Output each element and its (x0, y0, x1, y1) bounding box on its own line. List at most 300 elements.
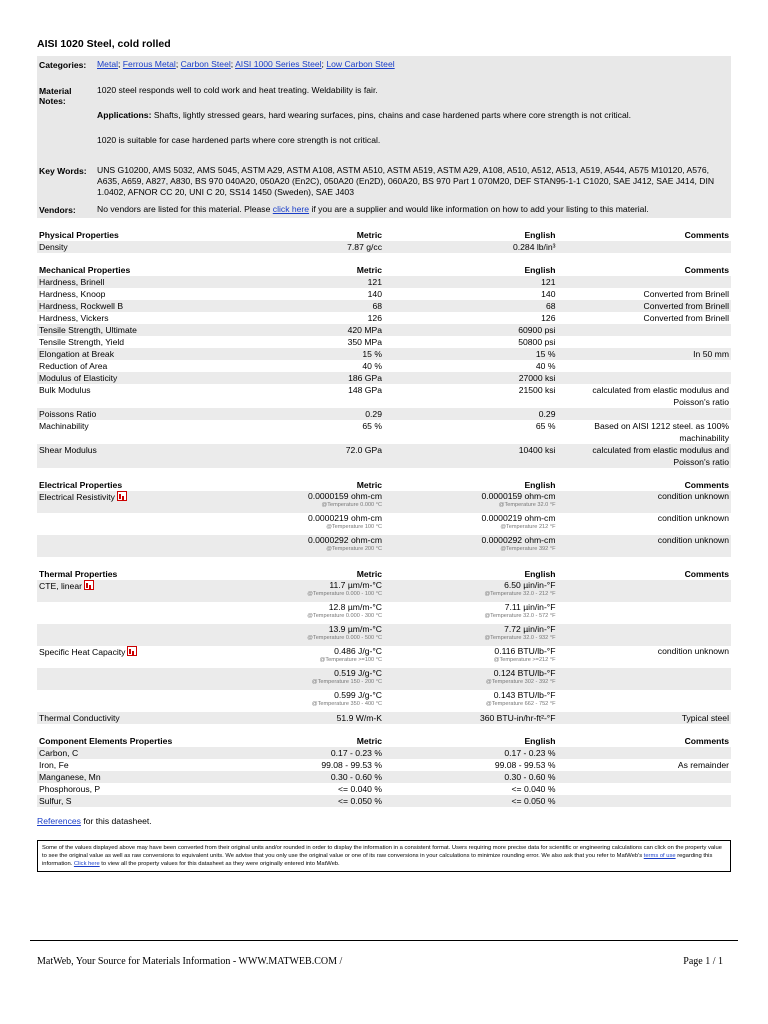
english-condition: @Temperature 32.0 °F (498, 502, 556, 508)
english-value-cell[interactable] (384, 444, 558, 468)
english-value-cell[interactable] (384, 624, 558, 646)
comment-cell: Typical steel (558, 712, 732, 724)
metric-value: 7.87 g/cc (347, 242, 382, 252)
metric-value: 0.0000159 ohm-cm (307, 491, 382, 501)
applications-label: Applications: (97, 110, 152, 120)
separator: ; (175, 59, 181, 69)
metric-condition: @Temperature 350 - 400 °C (311, 701, 382, 707)
category-link[interactable]: Carbon Steel (180, 59, 231, 69)
english-value: 6.50 µin/in-°F (504, 580, 556, 590)
english-value: 126 (541, 313, 556, 323)
comment-cell: condition unknown (558, 513, 732, 535)
property-name-cell (37, 712, 211, 724)
english-value: 0.143 BTU/lb-°F (493, 690, 556, 700)
disclaimer-text: to view all the property values for this datasheet as they were originally entered into MatWeb. (99, 861, 340, 867)
spacer-cell (37, 724, 731, 734)
metric-value-cell[interactable] (211, 513, 385, 535)
property-name: Hardness, Knoop (39, 289, 106, 299)
comment-cell: calculated from elastic modulus and Poisson's ratio (558, 444, 732, 468)
metric-value: 0.599 J/g-°C (334, 690, 382, 700)
vendors-post: if you are a supplier and would like information on how to add your listing to this material. (309, 204, 649, 214)
metric-value-cell[interactable] (211, 602, 385, 624)
comments-header: Comments (684, 736, 729, 746)
terms-of-use-link[interactable]: terms of use (643, 853, 676, 859)
metric-value-cell[interactable] (211, 771, 385, 783)
spacer-cell (37, 218, 731, 228)
metric-value-cell[interactable] (211, 795, 385, 807)
property-row (37, 491, 731, 513)
metric-value: 72.0 GPa (345, 445, 382, 455)
english-value-cell[interactable] (384, 241, 558, 253)
english-value-cell[interactable] (384, 771, 558, 783)
english-value-cell[interactable] (384, 348, 558, 360)
property-name: Manganese, Mn (39, 772, 101, 782)
property-name-cell (37, 513, 211, 535)
english-value: 99.08 - 99.53 % (494, 760, 556, 770)
property-row (37, 360, 731, 372)
english-value-cell[interactable] (384, 580, 558, 602)
property-name-cell (37, 241, 211, 253)
property-name-cell (37, 771, 211, 783)
english-condition: @Temperature 662 - 752 °F (486, 701, 556, 707)
property-name: Phosphorous, P (39, 784, 101, 794)
property-name-cell (37, 384, 211, 408)
section-spacer (37, 724, 731, 734)
english-value: 50800 psi (518, 337, 556, 347)
vendors-label: Vendors: (39, 205, 76, 215)
metric-value: 0.0000219 ohm-cm (307, 513, 382, 523)
references-link[interactable]: References (37, 816, 81, 826)
property-name: Sulfur, S (39, 796, 72, 806)
property-row (37, 288, 731, 300)
english-value-cell[interactable] (384, 690, 558, 712)
property-name-cell (37, 795, 211, 807)
property-row (37, 384, 731, 408)
english-value-cell[interactable] (384, 420, 558, 444)
english-value-cell[interactable] (384, 324, 558, 336)
metric-value-cell[interactable] (211, 420, 385, 444)
metric-header: Metric (356, 230, 382, 240)
comment-cell (558, 241, 732, 253)
property-name-cell (37, 624, 211, 646)
disclaimer-box (37, 840, 731, 872)
graph-icon[interactable] (117, 491, 127, 501)
section-spacer (37, 468, 731, 478)
metric-value: 12.8 µm/m-°C (328, 602, 382, 612)
english-value: 0.0000159 ohm-cm (481, 491, 556, 501)
english-value: 15 % (535, 349, 556, 359)
property-name-cell (37, 646, 211, 668)
english-value-cell[interactable] (384, 602, 558, 624)
property-name-cell (37, 580, 211, 602)
property-row (37, 276, 731, 288)
category-link[interactable]: Ferrous Metal (122, 59, 176, 69)
property-name: Modulus of Elasticity (39, 373, 118, 383)
english-condition: @Temperature >=212 °F (493, 657, 556, 663)
property-row (37, 771, 731, 783)
metric-value: <= 0.050 % (338, 796, 382, 806)
comment-cell (558, 668, 732, 690)
categories-label: Categories: (39, 60, 87, 70)
metric-value: 121 (367, 277, 382, 287)
english-value-cell[interactable] (384, 300, 558, 312)
comment-cell (558, 783, 732, 795)
categories-row (37, 56, 731, 73)
english-value-cell[interactable] (384, 513, 558, 535)
metric-value: 15 % (362, 349, 382, 359)
datasheet (37, 38, 731, 872)
metric-value-cell[interactable] (211, 712, 385, 724)
metric-value-cell[interactable] (211, 324, 385, 336)
property-name-cell (37, 668, 211, 690)
property-row (37, 408, 731, 420)
metric-value: 0.519 J/g-°C (334, 668, 382, 678)
metric-condition: @Temperature 0.000 - 500 °C (307, 635, 382, 641)
property-row (37, 602, 731, 624)
english-value-cell[interactable] (384, 783, 558, 795)
metric-value-cell[interactable] (211, 360, 385, 372)
english-header: English (524, 569, 556, 579)
comments-header: Comments (684, 230, 729, 240)
english-header: English (524, 230, 556, 240)
metric-value: 0.17 - 0.23 % (330, 748, 382, 758)
metric-value: 148 GPa (348, 385, 382, 395)
section-title: Electrical Properties (39, 480, 123, 490)
property-name: Shear Modulus (39, 445, 97, 455)
english-value: 0.0000219 ohm-cm (481, 513, 556, 523)
property-name-cell (37, 276, 211, 288)
english-value: 68 (545, 301, 556, 311)
english-value-cell[interactable] (384, 312, 558, 324)
category-link[interactable]: Metal (97, 59, 119, 69)
applications-text: Shafts, lightly stressed gears, hard wearing surfaces, pins, chains and case hardened parts where core strength is not critical. (151, 110, 632, 120)
metric-value: 11.7 µm/m-°C (329, 580, 382, 590)
metric-value-cell[interactable] (211, 336, 385, 348)
section-header-row (37, 567, 731, 580)
property-name-cell (37, 408, 211, 420)
disclaimer-text: Some of the values displayed above may have been converted from their original units and/or rounded in order to display the information in a consistent format. Users requiring more precise data for scientific or engineering calculations can click on the property value to see the original value as well as raw conversions to equivalent units. We advise that you only use the original value or one of its raw conversions in your calculations to minimize rounding error. We also ask that you refer to MatWeb's (42, 845, 722, 859)
english-value-cell[interactable] (384, 360, 558, 372)
english-value: 0.30 - 0.60 % (504, 772, 556, 782)
notes-row (37, 73, 731, 155)
english-value: 7.11 µin/in-°F (504, 602, 556, 612)
property-name: Elongation at Break (39, 349, 115, 359)
property-row (37, 747, 731, 759)
graph-icon[interactable] (127, 646, 137, 656)
english-condition: @Temperature 32.0 - 212 °F (484, 591, 556, 597)
metric-condition: @Temperature 100 °C (326, 524, 382, 530)
separator: ; (230, 59, 236, 69)
category-link[interactable]: Low Carbon Steel (326, 59, 395, 69)
comment-cell (558, 580, 732, 602)
property-name-cell (37, 420, 211, 444)
comment-cell (558, 336, 732, 348)
comment-cell (558, 324, 732, 336)
english-value: 10400 ksi (518, 445, 556, 455)
metric-header: Metric (356, 569, 382, 579)
property-name: Carbon, C (39, 748, 79, 758)
property-name: Reduction of Area (39, 361, 108, 371)
comment-cell: In 50 mm (558, 348, 732, 360)
category-link[interactable]: AISI 1000 Series Steel (235, 59, 322, 69)
metric-value-cell[interactable] (211, 668, 385, 690)
metric-value: 0.0000292 ohm-cm (307, 535, 382, 545)
english-value-cell[interactable] (384, 384, 558, 408)
metric-value-cell[interactable] (211, 348, 385, 360)
english-value-cell[interactable] (384, 372, 558, 384)
metric-value: 420 MPa (347, 325, 382, 335)
english-value: 65 % (535, 421, 556, 431)
property-name: Hardness, Brinell (39, 277, 105, 287)
disclaimer-click-here-link[interactable]: Click here (73, 861, 100, 867)
property-row (37, 300, 731, 312)
property-name: Specific Heat Capacity (39, 647, 126, 657)
notes-label: Material Notes: (39, 86, 72, 106)
property-name: CTE, linear (39, 581, 82, 591)
english-value-cell[interactable] (384, 535, 558, 557)
property-name-cell (37, 360, 211, 372)
spacer-cell (37, 468, 731, 478)
comment-cell (558, 795, 732, 807)
english-value: 0.0000292 ohm-cm (481, 535, 556, 545)
page-title: AISI 1020 Steel, cold rolled (37, 38, 171, 50)
property-row (37, 241, 731, 253)
english-value-cell[interactable] (384, 747, 558, 759)
metric-value-cell[interactable] (211, 783, 385, 795)
property-name-cell (37, 324, 211, 336)
metric-condition: @Temperature >=100 °C (319, 657, 382, 663)
vendors-pre: No vendors are listed for this material. Please (97, 204, 273, 214)
section-title: Component Elements Properties (39, 736, 173, 746)
metric-value: 126 (367, 313, 382, 323)
keywords-label: Key Words: (39, 166, 87, 176)
metric-value: 13.9 µm/m-°C (328, 624, 382, 634)
english-value: 60900 psi (518, 325, 556, 335)
english-value: <= 0.040 % (511, 784, 556, 794)
properties-table (37, 218, 731, 807)
metric-value: 350 MPa (347, 337, 382, 347)
comment-cell: Based on AISI 1212 steel. as 100% machinability (558, 420, 732, 444)
english-condition: @Temperature 32.0 - 932 °F (484, 635, 556, 641)
property-name-cell (37, 288, 211, 300)
keywords-text: UNS G10200, AMS 5032, AMS 5045, ASTM A29, ASTM A108, ASTM A510, ASTM A519, ASTM A29, A108, A510, A512, A513, A519, A544, A575 M10120, A576, A635, A659, A827, A830, BS 970 040A20, 050A20 (En2C), 050A20 (En2D), 060A20, BS 970 Part 1 070M20, DEF STAN95-1-1 C1020, SAE J412, SAE J414, DIN 1.0402, AFNOR CC 20, UNI C 20, SS14 1450 (Sweden), SAE J403 (97, 165, 715, 197)
metric-condition: @Temperature 0.000 - 300 °C (307, 613, 382, 619)
english-value: 121 (541, 277, 556, 287)
english-condition: @Temperature 212 °F (500, 524, 556, 530)
comment-cell: condition unknown (558, 646, 732, 668)
property-name: Bulk Modulus (39, 385, 91, 395)
property-row (37, 324, 731, 336)
section-header-row (37, 263, 731, 276)
footer-source: MatWeb, Your Source for Materials Information - WWW.MATWEB.COM / (37, 956, 343, 967)
english-value: 0.29 (538, 409, 556, 419)
metric-value-cell[interactable] (211, 384, 385, 408)
comment-cell (558, 690, 732, 712)
notes-text (97, 85, 731, 152)
applications-paragraph (97, 110, 727, 121)
metric-value-cell[interactable] (211, 288, 385, 300)
notes-paragraph: 1020 is suitable for case hardened parts where core strength is not critical. (97, 135, 381, 145)
property-row (37, 312, 731, 324)
section-header-row (37, 734, 731, 747)
property-name-cell (37, 300, 211, 312)
property-row (37, 580, 731, 602)
english-value-cell[interactable] (384, 759, 558, 771)
metric-header: Metric (356, 736, 382, 746)
footer-divider (30, 940, 738, 941)
english-value: <= 0.050 % (511, 796, 556, 806)
english-value: 360 BTU-in/hr-ft²-°F (479, 713, 556, 723)
comments-header: Comments (684, 480, 729, 490)
section-header-row (37, 478, 731, 491)
vendors-text (97, 204, 731, 215)
english-value-cell[interactable] (384, 276, 558, 288)
property-row (37, 348, 731, 360)
spacer-cell (37, 557, 731, 567)
page-number: Page 1 / 1 (683, 956, 723, 967)
metric-value-cell[interactable] (211, 759, 385, 771)
section-header-row (37, 228, 731, 241)
comment-cell: As remainder (558, 759, 732, 771)
metric-value: 51.9 W/m-K (336, 713, 382, 723)
metric-value: 186 GPa (348, 373, 382, 383)
metric-value-cell[interactable] (211, 408, 385, 420)
metric-value-cell[interactable] (211, 690, 385, 712)
property-name-cell (37, 783, 211, 795)
property-row (37, 420, 731, 444)
metric-value: 0.29 (365, 409, 382, 419)
metric-condition: @Temperature 0.000 - 100 °C (307, 591, 382, 597)
property-name-cell (37, 444, 211, 468)
disclaimer-text: regarding this information. (42, 853, 713, 867)
property-name-cell (37, 372, 211, 384)
property-row (37, 759, 731, 771)
vendor-click-here-link[interactable]: click here (272, 204, 310, 214)
english-value: 21500 ksi (518, 385, 556, 395)
english-condition: @Temperature 392 °F (500, 546, 556, 552)
spacer-cell (37, 253, 731, 263)
property-name: Poissons Ratio (39, 409, 97, 419)
metric-header: Metric (356, 265, 382, 275)
comment-cell (558, 360, 732, 372)
comment-cell: Converted from Brinell (558, 312, 732, 324)
references-text: for this datasheet. (80, 816, 152, 826)
english-value: 140 (541, 289, 556, 299)
metric-value: 65 % (362, 421, 382, 431)
vendors-row (37, 201, 731, 218)
comment-cell (558, 602, 732, 624)
english-value: 40 % (535, 361, 556, 371)
property-name: Density (39, 242, 68, 252)
notes-paragraph: 1020 steel responds well to cold work and heat treating. Weldability is fair. (97, 85, 378, 95)
metric-condition: @Temperature 0.000 °C (321, 502, 382, 508)
metric-value-cell[interactable] (211, 444, 385, 468)
english-value: 0.284 lb/in³ (512, 242, 556, 252)
section-title: Physical Properties (39, 230, 119, 240)
metric-value: <= 0.040 % (338, 784, 382, 794)
keywords-row (37, 155, 731, 201)
property-name: Electrical Resistivity (39, 492, 115, 502)
property-name-cell (37, 759, 211, 771)
metric-value-cell[interactable] (211, 624, 385, 646)
english-value: 27000 ksi (518, 373, 556, 383)
english-header: English (524, 736, 556, 746)
english-value: 0.124 BTU/lb-°F (493, 668, 556, 678)
property-row (37, 668, 731, 690)
english-value: 0.116 BTU/lb-°F (494, 646, 556, 656)
metric-value: 0.486 J/g-°C (334, 646, 382, 656)
english-value-cell[interactable] (384, 712, 558, 724)
metric-value-cell[interactable] (211, 372, 385, 384)
page-footer (37, 956, 723, 967)
property-name: Iron, Fe (39, 760, 69, 770)
separator: ; (321, 59, 327, 69)
comment-cell: calculated from elastic modulus and Poisson's ratio (558, 384, 732, 408)
metric-value: 0.30 - 0.60 % (330, 772, 382, 782)
property-row (37, 690, 731, 712)
english-header: English (524, 265, 556, 275)
property-name-cell (37, 747, 211, 759)
english-value: 7.72 µin/in-°F (504, 624, 556, 634)
english-value-cell[interactable] (384, 668, 558, 690)
property-name-cell (37, 690, 211, 712)
comments-header: Comments (684, 265, 729, 275)
english-condition: @Temperature 32.0 - 572 °F (484, 613, 556, 619)
property-row (37, 712, 731, 724)
english-value-cell[interactable] (384, 491, 558, 513)
metric-value-cell[interactable] (211, 747, 385, 759)
metric-value-cell[interactable] (211, 646, 385, 668)
metric-value: 40 % (362, 361, 382, 371)
property-name-cell (37, 312, 211, 324)
property-name-cell (37, 602, 211, 624)
property-row (37, 372, 731, 384)
english-value-cell[interactable] (384, 646, 558, 668)
section-spacer (37, 557, 731, 567)
metric-value-cell[interactable] (211, 300, 385, 312)
english-value: 0.17 - 0.23 % (504, 748, 556, 758)
property-name-cell (37, 535, 211, 557)
metric-value: 68 (372, 301, 382, 311)
english-value-cell[interactable] (384, 336, 558, 348)
english-value-cell[interactable] (384, 795, 558, 807)
references-line (37, 816, 731, 826)
english-value-cell[interactable] (384, 408, 558, 420)
property-row (37, 535, 731, 557)
metric-value-cell[interactable] (211, 580, 385, 602)
metric-value-cell[interactable] (211, 535, 385, 557)
property-name: Tensile Strength, Yield (39, 337, 125, 347)
metric-header: Metric (356, 480, 382, 490)
property-name: Thermal Conductivity (39, 713, 120, 723)
metric-value-cell[interactable] (211, 276, 385, 288)
metric-value-cell[interactable] (211, 491, 385, 513)
comment-cell (558, 624, 732, 646)
comments-header: Comments (684, 569, 729, 579)
property-row (37, 336, 731, 348)
property-row (37, 513, 731, 535)
material-info-panel (37, 56, 731, 218)
property-row (37, 444, 731, 468)
comment-cell (558, 276, 732, 288)
property-name-cell (37, 348, 211, 360)
metric-value-cell[interactable] (211, 241, 385, 253)
english-value-cell[interactable] (384, 288, 558, 300)
graph-icon[interactable] (84, 580, 94, 590)
property-row (37, 783, 731, 795)
metric-value-cell[interactable] (211, 312, 385, 324)
metric-value: 140 (367, 289, 382, 299)
